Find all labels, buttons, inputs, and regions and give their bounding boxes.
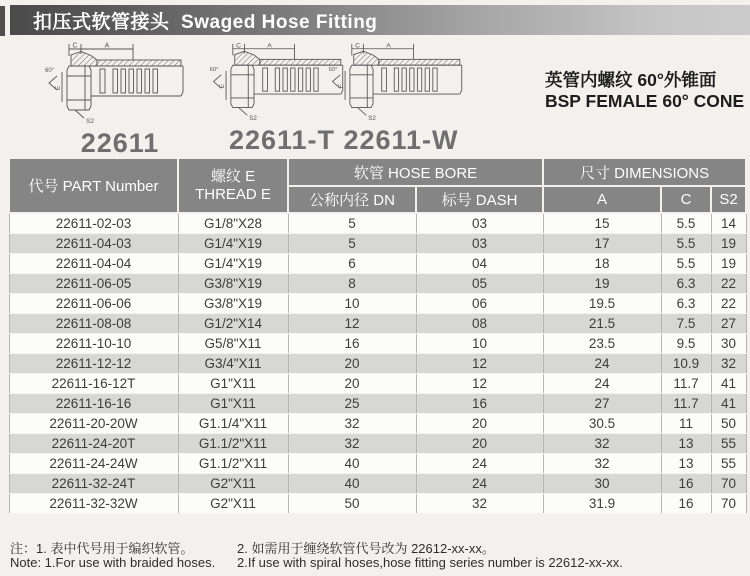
- thread-type-note: [545, 70, 744, 112]
- table-cell: 32: [543, 434, 661, 454]
- page-header-bar: [10, 5, 750, 35]
- table-cell: G1/4"X19: [178, 254, 288, 274]
- table-cell: 06: [416, 294, 543, 314]
- table-cell: 16: [661, 494, 711, 514]
- table-cell: 22611-16-16: [9, 394, 178, 414]
- table-cell: 22: [711, 274, 746, 294]
- fitting-drawing-svg: [44, 42, 196, 126]
- table-cell: G1"X11: [178, 374, 288, 394]
- table-row: [9, 394, 746, 414]
- table-row: [9, 274, 746, 294]
- table-cell: 05: [416, 274, 543, 294]
- table-cell: 12: [288, 314, 416, 334]
- thread-type-note-zh: 英管内螺纹 60°外锥面: [545, 70, 717, 90]
- table-cell: 32: [711, 354, 746, 374]
- col-header-s2: S2: [711, 186, 746, 213]
- table-cell: 20: [416, 434, 543, 454]
- table-cell: 08: [416, 314, 543, 334]
- table-cell: 20: [416, 414, 543, 434]
- table-row: [9, 294, 746, 314]
- table-cell: 70: [711, 474, 746, 494]
- table-cell: 22611-06-05: [9, 274, 178, 294]
- table-cell: 30.5: [543, 414, 661, 434]
- table-row: [9, 213, 746, 234]
- table-cell: 13: [661, 454, 711, 474]
- table-cell: 30: [711, 334, 746, 354]
- table-cell: 22611-04-04: [9, 254, 178, 274]
- model-caption: 22611: [80, 128, 160, 158]
- table-cell: 24: [416, 454, 543, 474]
- table-cell: 18: [543, 254, 661, 274]
- table-cell: 27: [711, 314, 746, 334]
- table-cell: 20: [288, 374, 416, 394]
- table-cell: G1/4"X19: [178, 234, 288, 254]
- table-cell: G1.1/4"X11: [178, 414, 288, 434]
- table-cell: 19: [711, 234, 746, 254]
- table-cell: 31.9: [543, 494, 661, 514]
- table-cell: 9.5: [661, 334, 711, 354]
- table-row: [9, 254, 746, 274]
- table-row: [9, 334, 746, 354]
- table-cell: 16: [416, 394, 543, 414]
- table-cell: 11: [661, 414, 711, 434]
- table-row: [9, 354, 746, 374]
- table-cell: 5.5: [661, 254, 711, 274]
- table-cell: 70: [711, 494, 746, 514]
- col-header-dn: 公称内径 DN: [288, 186, 416, 213]
- note-zh-1: 注：1. 表中代号用于编织软管。: [10, 541, 194, 556]
- table-cell: 12: [416, 374, 543, 394]
- table-cell: 03: [416, 234, 543, 254]
- table-cell: 5: [288, 213, 416, 234]
- table-cell: 40: [288, 474, 416, 494]
- table-cell: 6.3: [661, 294, 711, 314]
- table-cell: 11.7: [661, 374, 711, 394]
- table-cell: 6.3: [661, 274, 711, 294]
- table-cell: 40: [288, 454, 416, 474]
- table-cell: 23.5: [543, 334, 661, 354]
- note-en-1: Note: 1.For use with braided hoses.: [10, 555, 216, 570]
- table-row: [9, 414, 746, 434]
- col-header-part-number: 代号 PART Number: [9, 158, 178, 213]
- table-cell: G3/8"X19: [178, 294, 288, 314]
- table-cell: 10: [288, 294, 416, 314]
- table-cell: 41: [711, 394, 746, 414]
- table-cell: 22611-08-08: [9, 314, 178, 334]
- table-cell: 13: [661, 434, 711, 454]
- col-header-a: A: [543, 186, 661, 213]
- group-header-dimensions: 尺寸 DIMENSIONS: [543, 158, 746, 186]
- col-header-dash: 标号 DASH: [416, 186, 543, 213]
- table-cell: 19: [711, 254, 746, 274]
- table-cell: 50: [288, 494, 416, 514]
- table-cell: 22611-10-10: [9, 334, 178, 354]
- table-cell: 32: [543, 454, 661, 474]
- table-cell: 55: [711, 454, 746, 474]
- table-cell: 7.5: [661, 314, 711, 334]
- table-cell: G2"X11: [178, 494, 288, 514]
- table-cell: 5.5: [661, 213, 711, 234]
- spec-table-head: [9, 158, 746, 213]
- table-cell: 22611-24-20T: [9, 434, 178, 454]
- table-cell: 32: [288, 414, 416, 434]
- table-cell: 04: [416, 254, 543, 274]
- table-cell: 24: [416, 474, 543, 494]
- table-cell: 22611-16-12T: [9, 374, 178, 394]
- table-cell: 10: [416, 334, 543, 354]
- model-caption: 22611-T: [228, 125, 336, 155]
- table-cell: 21.5: [543, 314, 661, 334]
- table-cell: G1/8"X28: [178, 213, 288, 234]
- table-cell: G1.1/2"X11: [178, 434, 288, 454]
- note-en-2: 2.If use with spiral hoses,hose fitting series number is 22612-xx-xx.: [237, 555, 623, 570]
- table-cell: G1.1/2"X11: [178, 454, 288, 474]
- col-header-c: C: [661, 186, 711, 213]
- table-cell: 25: [288, 394, 416, 414]
- group-header-hose-bore: 软管 HOSE BORE: [288, 158, 543, 186]
- table-row: [9, 314, 746, 334]
- table-body: [9, 213, 746, 514]
- model-caption: 22611-W: [343, 125, 459, 155]
- table-cell: 5: [288, 234, 416, 254]
- table-cell: 22611-32-24T: [9, 474, 178, 494]
- table-cell: 24: [543, 374, 661, 394]
- table-cell: G2"X11: [178, 474, 288, 494]
- table-cell: 22611-32-32W: [9, 494, 178, 514]
- table-cell: 30: [543, 474, 661, 494]
- table-cell: 16: [288, 334, 416, 354]
- fitting-figure-22611: [30, 42, 210, 159]
- table-cell: 41: [711, 374, 746, 394]
- footer-note-line-en: [10, 555, 745, 571]
- table-cell: 19.5: [543, 294, 661, 314]
- table-cell: 27: [543, 394, 661, 414]
- table-cell: G3/8"X19: [178, 274, 288, 294]
- col-header-thread-en: THREAD E: [195, 185, 271, 203]
- table-cell: 22611-06-06: [9, 294, 178, 314]
- footer-note-line-zh: [10, 538, 745, 554]
- spec-table: [8, 157, 747, 514]
- table-cell: 03: [416, 213, 543, 234]
- thread-type-note-en: BSP FEMALE 60° CONE: [545, 91, 745, 111]
- table-cell: 32: [288, 434, 416, 454]
- fitting-drawing-svg: [328, 42, 474, 123]
- left-accent-block: [0, 6, 5, 36]
- table-cell: 8: [288, 274, 416, 294]
- footer-notes: [10, 538, 745, 570]
- table-cell: 12: [416, 354, 543, 374]
- table-cell: 55: [711, 434, 746, 454]
- table-cell: 19: [543, 274, 661, 294]
- page-title: 扣压式软管接头 Swaged Hose Fitting: [33, 11, 378, 33]
- table-cell: 10.9: [661, 354, 711, 374]
- table-cell: G1"X11: [178, 394, 288, 414]
- table-cell: 50: [711, 414, 746, 434]
- table-row: [9, 454, 746, 474]
- table-cell: 17: [543, 234, 661, 254]
- fitting-figure-22611-w: [316, 42, 486, 156]
- table-cell: G3/4"X11: [178, 354, 288, 374]
- table-cell: 16: [661, 474, 711, 494]
- table-cell: 22611-12-12: [9, 354, 178, 374]
- table-row: [9, 434, 746, 454]
- table-row: [9, 234, 746, 254]
- table-cell: G5/8"X11: [178, 334, 288, 354]
- col-header-thread: [178, 158, 288, 213]
- table-cell: 22: [711, 294, 746, 314]
- table-cell: 14: [711, 213, 746, 234]
- note-zh-2: 2. 如需用于缠绕软管代号改为 22612-xx-xx。: [237, 541, 495, 556]
- table-cell: G1/2"X14: [178, 314, 288, 334]
- table-cell: 32: [416, 494, 543, 514]
- table-cell: 6: [288, 254, 416, 274]
- table-cell: 24: [543, 354, 661, 374]
- table-cell: 22611-02-03: [9, 213, 178, 234]
- table-row: [9, 374, 746, 394]
- table-row: [9, 494, 746, 514]
- table-cell: 22611-20-20W: [9, 414, 178, 434]
- table-cell: 5.5: [661, 234, 711, 254]
- table-cell: 22611-24-24W: [9, 454, 178, 474]
- table-cell: 20: [288, 354, 416, 374]
- table-cell: 11.7: [661, 394, 711, 414]
- table-cell: 15: [543, 213, 661, 234]
- table-cell: 22611-04-03: [9, 234, 178, 254]
- table-row: [9, 474, 746, 494]
- col-header-thread-zh: 螺纹 E: [210, 167, 256, 185]
